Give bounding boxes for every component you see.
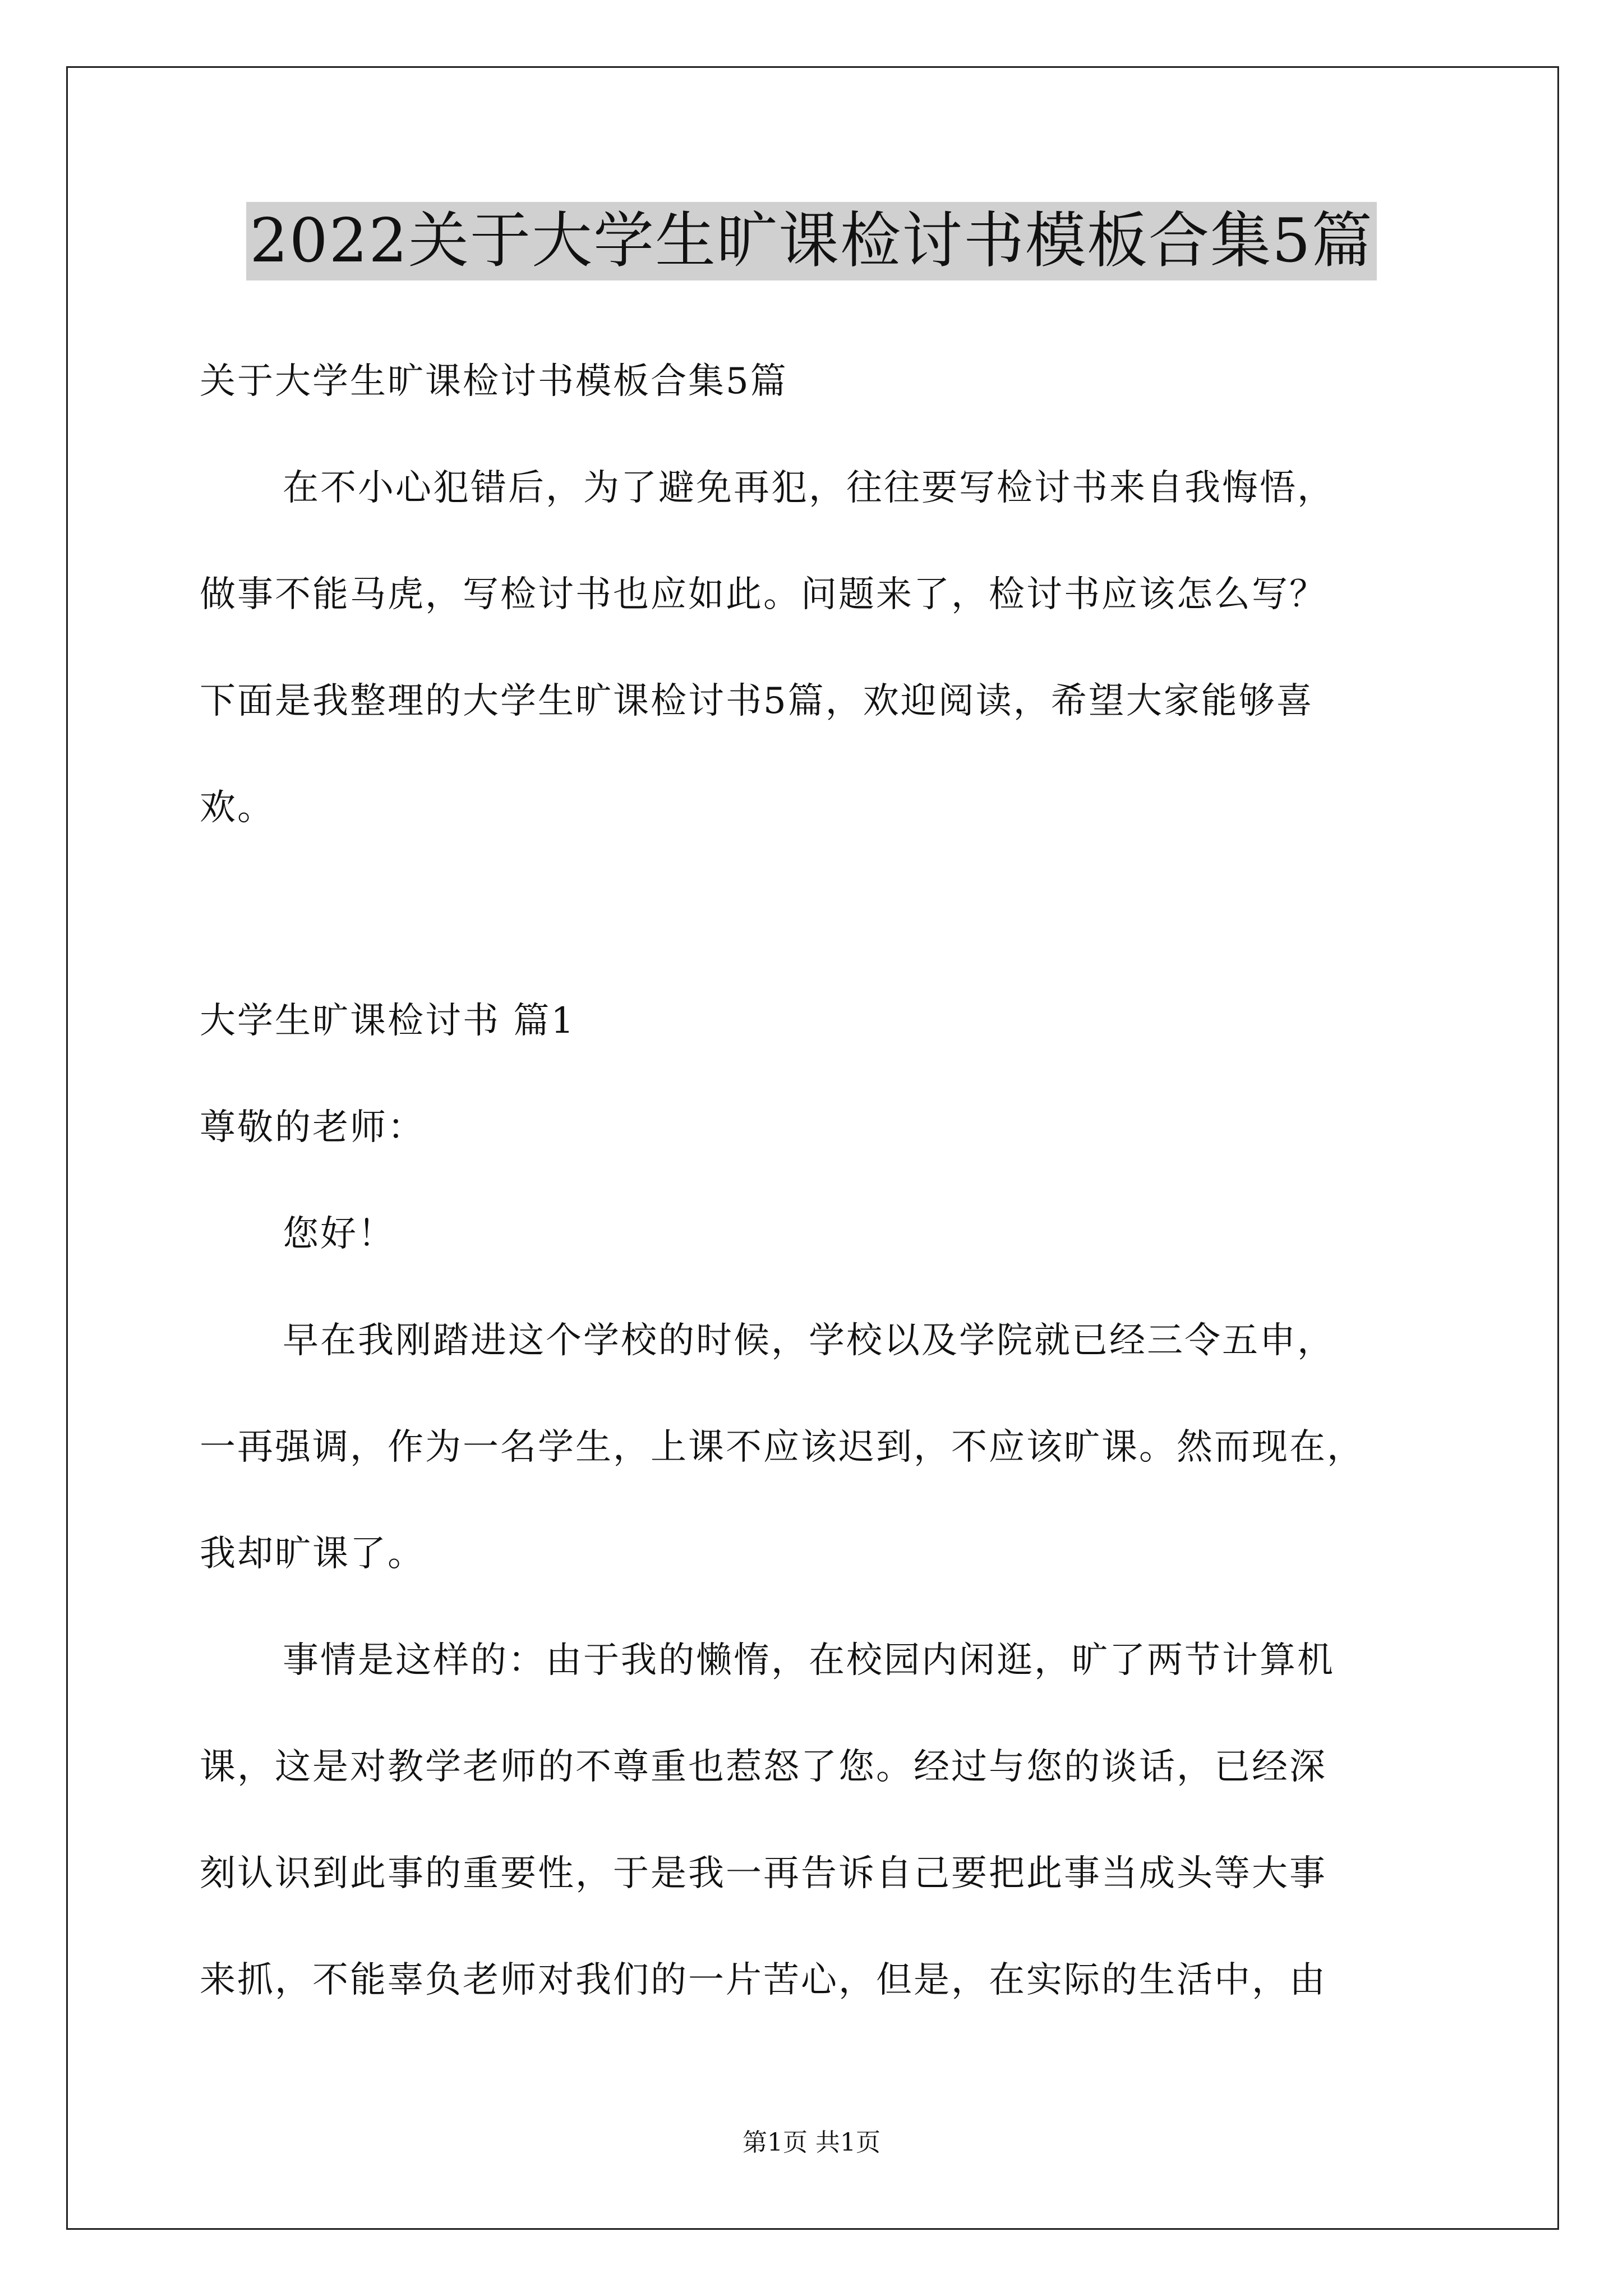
paragraph-line: 课，这是对教学老师的不尊重也惹怒了您。经过与您的谈话，已经深 (200, 1746, 1327, 1788)
paragraph-line: 刻认识到此事的重要性，于是我一再告诉自己要把此事当成头等大事 (200, 1853, 1327, 1894)
section-heading: 大学生旷课检讨书 篇1 (200, 1000, 576, 1042)
document-subtitle: 关于大学生旷课检讨书模板合集5篇 (200, 361, 788, 402)
intro-line: 做事不能马虎，写检讨书也应如此。问题来了，检讨书应该怎么写？ (200, 574, 1327, 615)
intro-line: 下面是我整理的大学生旷课检讨书5篇，欢迎阅读，希望大家能够喜 (200, 680, 1314, 722)
salutation: 尊敬的老师： (200, 1107, 425, 1148)
document-title: 2022关于大学生旷课检讨书模板合集5篇 (246, 202, 1377, 280)
paragraph-line: 一再强调，作为一名学生，上课不应该迟到，不应该旷课。然而现在， (200, 1427, 1364, 1468)
paragraph-line: 来抓，不能辜负老师对我们的一片苦心，但是，在实际的生活中，由 (200, 1959, 1327, 2001)
title-container (0, 202, 1623, 280)
paragraph-line: 早在我刚踏进这个学校的时候，学校以及学院就已经三令五申， (283, 1320, 1335, 1361)
intro-line: 欢。 (200, 787, 275, 829)
intro-line: 在不小心犯错后，为了避免再犯，往往要写检讨书来自我悔悟， (283, 467, 1335, 509)
greeting: 您好！ (283, 1213, 395, 1255)
paragraph-line: 事情是这样的：由于我的懒惰，在校园内闲逛，旷了两节计算机 (283, 1640, 1335, 1681)
paragraph-line: 我却旷课了。 (200, 1533, 425, 1575)
page-footer: 第1页 共1页 (743, 2128, 880, 2157)
